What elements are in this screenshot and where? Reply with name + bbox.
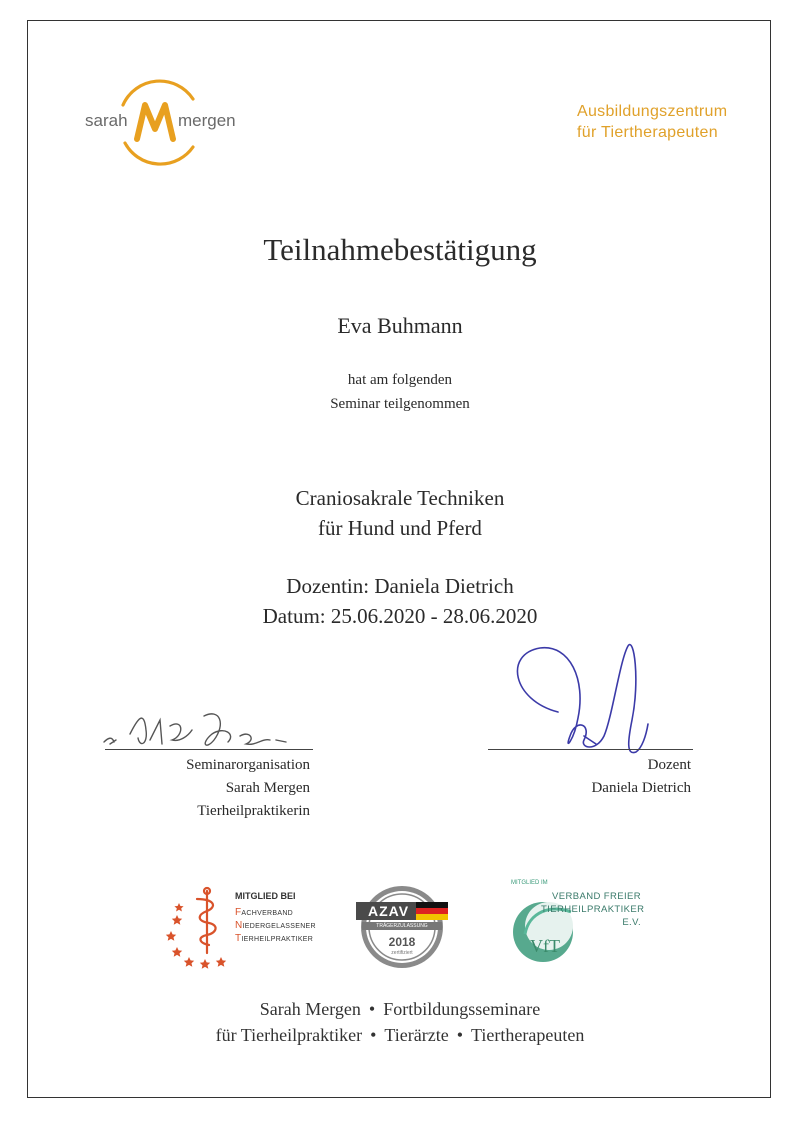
logo-word-sarah: sarah <box>85 111 128 130</box>
organisation-role: Seminarorganisation <box>186 757 310 773</box>
lecturer-name: Daniela Dietrich <box>591 780 691 796</box>
lecturer-role: Dozent <box>647 757 691 773</box>
lecturer-line: Dozentin: Daniela Dietrich <box>286 574 514 598</box>
azav-name: AZAV <box>368 903 410 919</box>
footer-line-1 <box>0 996 800 1022</box>
vft-monogram: VfT <box>530 936 560 956</box>
fntt-cap-3: T <box>235 933 242 944</box>
statement-line-1: hat am folgenden <box>347 372 453 388</box>
fntt-line-1 <box>235 907 316 920</box>
signature-caption-right <box>545 754 691 800</box>
vft-header: MITGLIED IM <box>511 880 548 886</box>
azav-certification-badge <box>356 884 448 970</box>
course-line-2: für Hund und Pferd <box>318 516 482 540</box>
institute-line-1: Ausbildungszentrum <box>577 103 728 120</box>
fntt-rest-2: IEDERGELASSENER <box>242 923 316 930</box>
fntt-line-3 <box>235 933 316 946</box>
signature-line-right <box>488 749 693 750</box>
fntt-cap-2: N <box>235 920 243 931</box>
footer-bullet: • <box>456 1025 464 1045</box>
statement-line-2: Seminar teilgenommen <box>330 396 470 412</box>
azav-small: zertifiziert <box>391 950 413 956</box>
vft-name <box>541 890 645 929</box>
footer-seminars: Fortbildungsseminare <box>383 999 541 1019</box>
fntt-membership-badge <box>165 885 316 970</box>
footer-audience-3: Tiertherapeuten <box>471 1025 585 1045</box>
footer-bullet: • <box>370 1025 377 1045</box>
date-line: Datum: 25.06.2020 - 28.06.2020 <box>262 604 538 628</box>
fntt-line-2 <box>235 920 316 933</box>
vft-line-1: VERBAND FREIER <box>551 891 641 902</box>
institute-line-2: für Tiertherapeuten <box>577 124 718 141</box>
fntt-cap-1: F <box>235 907 242 918</box>
fntt-name <box>235 907 316 946</box>
fntt-rest-1: ACHVERBAND <box>241 910 294 917</box>
azav-sub: TRÄGERZULASSUNG <box>376 923 428 929</box>
course-title <box>0 483 800 543</box>
footer-audience-2: Tierärzte <box>384 1025 449 1045</box>
vft-line-2: TIERHEILPRAKTIKER <box>541 904 645 915</box>
caduceus-stars-icon <box>165 885 245 970</box>
fntt-rest-3: IERHEILPRAKTIKER <box>241 936 314 943</box>
certificate-title: Teilnahmebestätigung <box>263 232 537 267</box>
fntt-header: MITGLIED BEI <box>235 891 296 901</box>
organisation-name: Sarah Mergen <box>225 780 310 796</box>
organisation-title: Tierheilpraktikerin <box>197 803 310 819</box>
azav-year: 2018 <box>388 935 416 949</box>
signature-right-icon <box>500 640 660 770</box>
institute-header <box>577 101 757 143</box>
signature-line-left <box>105 749 313 750</box>
footer-line-2 <box>0 1022 800 1048</box>
footer-bullet: • <box>368 999 376 1019</box>
signature-caption-left <box>150 754 310 823</box>
footer-brand: Sarah Mergen <box>259 999 361 1019</box>
footer <box>0 996 800 1048</box>
course-line-1: Craniosakrale Techniken <box>295 486 505 510</box>
participant-name: Eva Buhmann <box>337 313 463 338</box>
participation-statement <box>0 368 800 416</box>
course-details <box>0 571 800 631</box>
logo-word-mergen: mergen <box>178 111 236 130</box>
signature-left-icon <box>100 700 300 755</box>
vft-line-3: E.V. <box>622 917 641 928</box>
footer-audience-1: für Tierheilpraktiker <box>215 1025 363 1045</box>
sarah-mergen-logo <box>85 75 235 170</box>
vft-membership-badge <box>505 878 645 968</box>
